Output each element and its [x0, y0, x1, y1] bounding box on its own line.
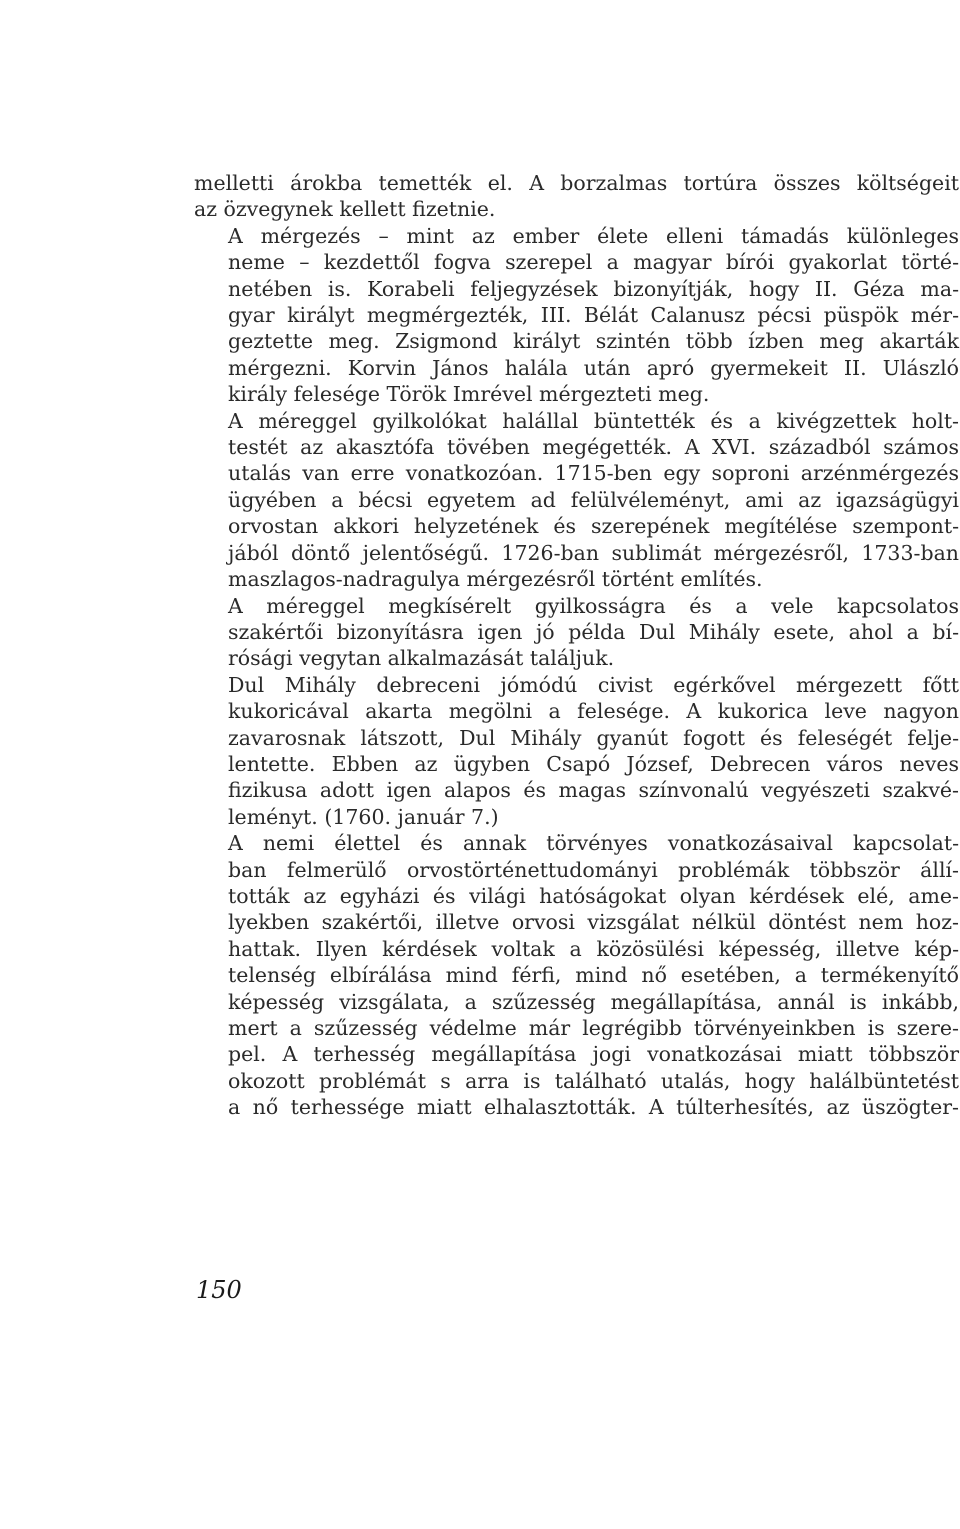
text-line: geztette meg. Zsigmond királyt szintén több ízben meg akarták — [228, 329, 959, 354]
text-line: a nő terhessége miatt elhalasztották. A túlterhesítés, az üszögter- — [228, 1095, 959, 1120]
text-line: rósági vegytan alkalmazását találjuk. — [228, 646, 615, 671]
body-text — [194, 170, 959, 1121]
text-line: orvostan akkori helyzetének és szerepének megítélése szempont- — [228, 514, 959, 539]
text-line: telenség elbírálása mind férfi, mind nő esetében, a termékenyítő — [228, 963, 959, 988]
text-line: ban felmerülő orvostörténettudományi problémák többször állí- — [228, 857, 959, 882]
text-line: utalás van erre vonatkozóan. 1715-ben egy soproni arzénmérgezés — [228, 461, 959, 486]
text-line: netében is. Korabeli feljegyzések bizonyítják, hogy II. Géza ma- — [228, 276, 959, 301]
text-line: neme – kezdettől fogva szerepel a magyar bírói gyakorlat törté- — [228, 250, 959, 275]
text-line: ügyében a bécsi egyetem ad felülvéleményt, ami az igazságügyi — [228, 487, 959, 512]
text-line: gyar királyt megmérgezték, III. Bélát Calanusz pécsi püspök mér- — [228, 303, 959, 328]
paragraph — [194, 170, 959, 223]
text-line: lyekben szakértői, illetve orvosi vizsgálat nélkül döntést nem hoz- — [228, 910, 959, 935]
text-line: A méreggel gyilkolókat halállal büntették és a kivégzettek holt- — [228, 408, 959, 433]
text-line: király felesége Török Imrével mérgezteti meg. — [228, 382, 710, 407]
text-line: zavarosnak látszott, Dul Mihály gyanút fogott és feleségét felje- — [228, 725, 959, 750]
text-line: A mérgezés – mint az ember élete elleni támadás különleges — [228, 223, 959, 248]
text-line: az özvegynek kellett fizetnie. — [194, 197, 496, 222]
paragraph — [194, 408, 959, 593]
text-line: leményt. (1760. január 7.) — [228, 804, 499, 829]
text-line: testét az akasztófa tövében megégették. A XVI. századból számos — [228, 435, 959, 460]
page-number: 150 — [196, 1276, 242, 1304]
text-line: mert a szűzesség védelme már legrégibb törvényeinkben is szere- — [228, 1016, 959, 1040]
text-line: hattak. Ilyen kérdések voltak a közösülési képesség, illetve kép- — [228, 936, 959, 961]
text-line: maszlagos-nadragulya mérgezésről történt említés. — [228, 567, 763, 592]
text-line: képesség vizsgálata, a szűzesség megállapítása, annál is inkább, — [228, 989, 959, 1014]
text-line: szakértői bizonyításra igen jó példa Dul Mihály esete, ahol a bí- — [228, 619, 959, 644]
text-line: Dul Mihály debreceni jómódú civist egérkővel mérgezett főtt — [228, 672, 959, 697]
text-line: melletti árokba temették el. A borzalmas tortúra összes költségeit — [194, 171, 959, 195]
text-line: lentette. Ebben az ügyben Csapó József, Debrecen város neves — [228, 751, 959, 776]
text-line: A nemi élettel és annak törvényes vonatkozásaival kapcsolat- — [228, 831, 959, 856]
paragraph — [194, 593, 959, 672]
paragraph — [194, 223, 959, 408]
text-line: A méreggel megkísérelt gyilkosságra és a vele kapcsolatos — [228, 593, 959, 618]
text-line: tották az egyházi és világi hatóságokat olyan kérdések elé, ame- — [228, 883, 959, 908]
text-line: jából döntő jelentőségű. 1726-ban sublimát mérgezésről, 1733-ban — [228, 540, 959, 565]
text-line: okozott problémát s arra is található utalás, hogy halálbüntetést — [228, 1068, 959, 1093]
text-line: pel. A terhesség megállapítása jogi vonatkozásai miatt többször — [228, 1042, 959, 1067]
paragraph — [194, 672, 959, 830]
text-line: kukoricával akarta megölni a felesége. A kukorica leve nagyon — [228, 699, 959, 724]
paragraph — [194, 830, 959, 1120]
text-line: fizikusa adott igen alapos és magas színvonalú vegyészeti szakvé- — [228, 778, 959, 803]
text-line: mérgezni. Korvin János halála után apró gyermekeit II. Ulászló — [228, 355, 959, 380]
